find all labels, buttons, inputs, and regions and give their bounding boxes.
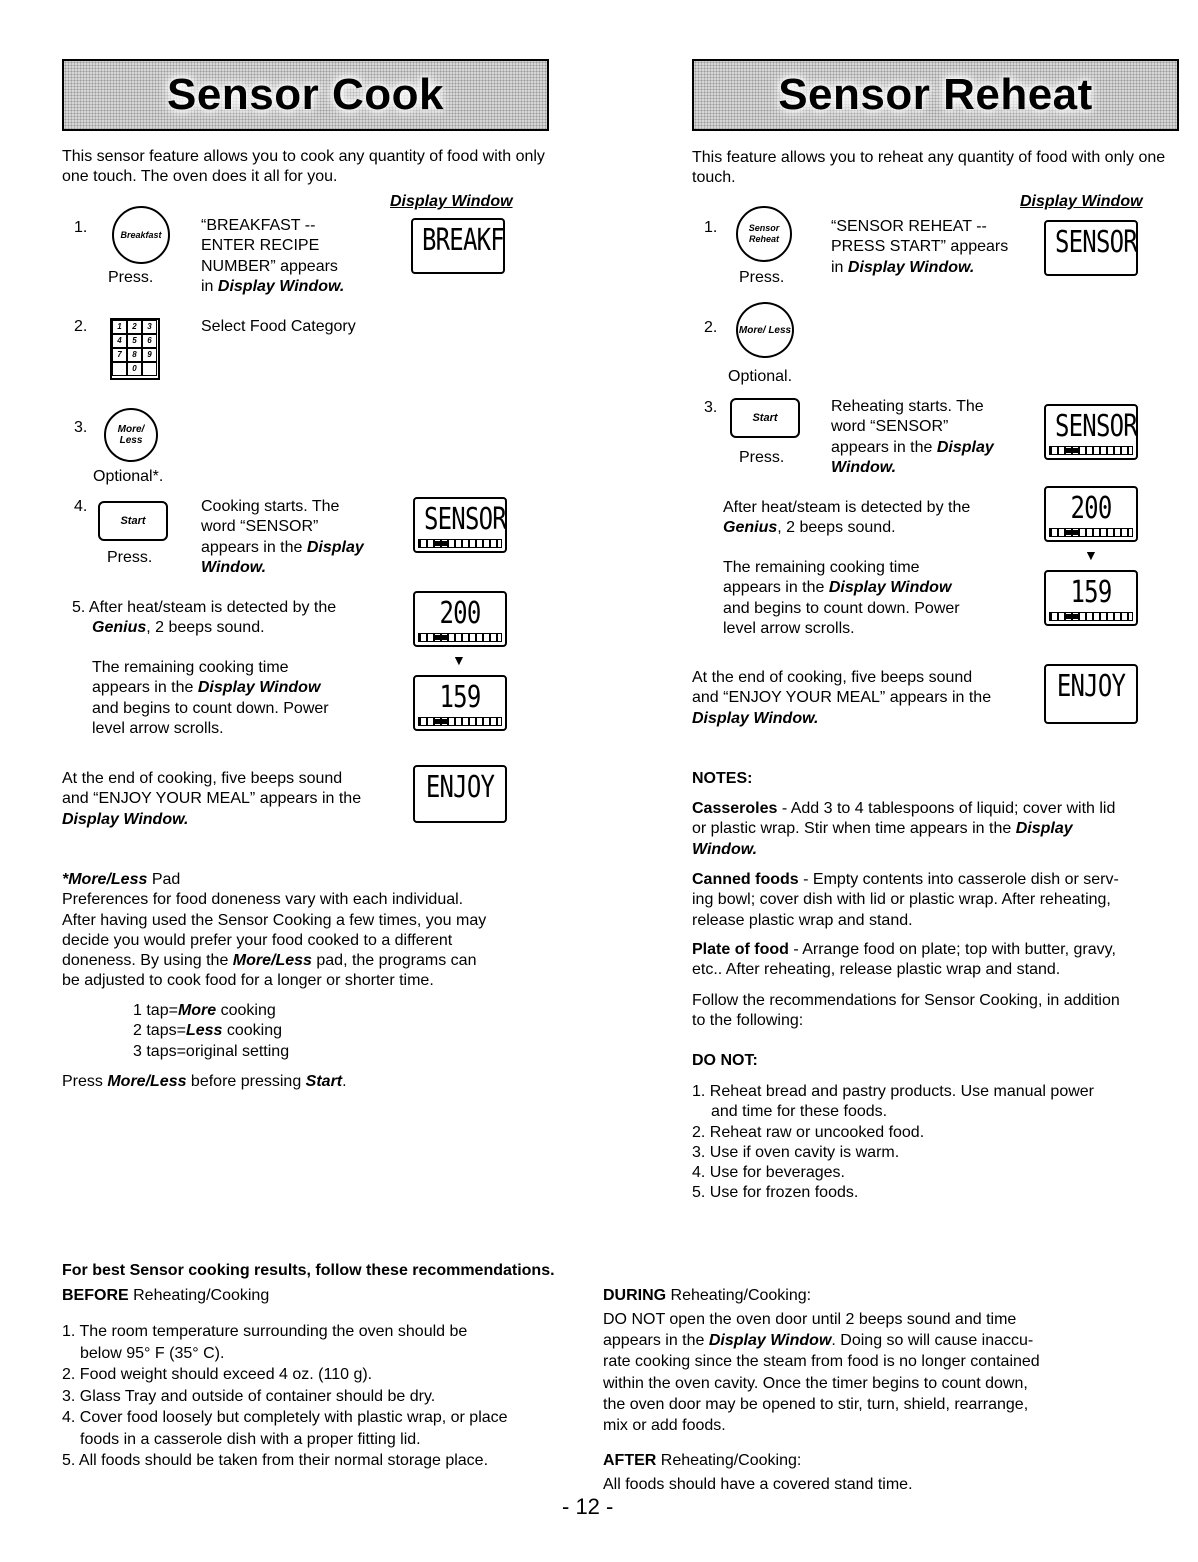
canned-foods-note: Canned foods - Empty contents into casserole dish or serv- ing bowl; cover dish with lid or plastic wrap. After reheating, release plastic wrap and stand. <box>692 871 1119 929</box>
remaining-time-text: The remaining cooking time appears in the Display Window and begins to count down. Power level arrow scrolls. <box>723 559 960 637</box>
press-label: Press. <box>107 549 153 566</box>
step1-text: “BREAKFAST -- ENTER RECIPE NUMBER” appears in Display Window. <box>201 217 345 295</box>
number-keypad: 1 2 3 4 5 6 7 8 9 0 <box>110 318 160 380</box>
during-text: DO NOT open the oven door until 2 beeps sound and time appears in the Display Window. Doing so will cause inaccu- rate cooking since the steam from food is no longer contained within the oven cavity. Once the timer begins to count down, the oven door may be opened to stir, turn, shield, rearrange, mix or add foods. <box>603 1311 1040 1435</box>
display-window-label: Display Window <box>390 193 513 210</box>
display-sensor: SENSOR <box>1044 220 1138 276</box>
step5-text: 5. After heat/steam is detected by the Genius, 2 beeps sound. <box>72 599 337 637</box>
more-less-section: *More/Less Pad Preferences for food doneness vary with each individual. After having used the Sensor Cooking a few times, you may decide you would prefer your food cooked to a different doneness. By using the More/Less pad, the programs can be adjusted to cook food for a longer or shorter time. <box>62 871 487 990</box>
do-not-list: 1. Reheat bread and pastry products. Use manual power and time for these foods. 2. Reheat raw or uncooked food. 3. Use if oven cavity is warm. 4. Use for beverages. 5. Use for frozen foods. <box>692 1083 1095 1202</box>
tap-list: 1 tap=More cooking 2 taps=Less cooking 3 taps=original setting <box>133 1002 290 1060</box>
press-more-less-note: Press More/Less before pressing Start. <box>62 1073 347 1090</box>
sensor-cook-banner <box>62 59 549 131</box>
start-button: Start <box>98 501 168 541</box>
step-number: 2. <box>74 318 88 335</box>
end-text: At the end of cooking, five beeps sound and “ENJOY YOUR MEAL” appears in the Display Window. <box>62 770 362 828</box>
display-200: 200 <box>1044 486 1138 542</box>
after-heading: AFTER Reheating/Cooking: <box>603 1452 802 1469</box>
start-button: Start <box>730 398 800 438</box>
sensor-reheat-intro: This feature allows you to reheat any quantity of food with only one touch. <box>692 149 1166 187</box>
casseroles-note: Casseroles - Add 3 to 4 tablespoons of liquid; cover with lid or plastic wrap. Stir when time appears in the Display Window. <box>692 800 1116 858</box>
down-arrow-icon: ▼ <box>452 652 466 668</box>
follow-note: Follow the recommendations for Sensor Cooking, in addition to the following: <box>692 992 1120 1030</box>
step-number: 3. <box>74 419 88 436</box>
display-enjoy: ENJOY <box>1044 664 1138 724</box>
during-heading: DURING Reheating/Cooking: <box>603 1287 812 1304</box>
after-text: After heat/steam is detected by the Genius, 2 beeps sound. <box>723 499 971 537</box>
step1-text: “SENSOR REHEAT -- PRESS START” appears in Display Window. <box>831 218 1009 276</box>
display-window-label: Display Window <box>1020 193 1143 210</box>
page-number: - 12 - <box>562 1494 614 1519</box>
notes-heading: NOTES: <box>692 770 753 787</box>
before-heading: BEFORE Reheating/Cooking <box>62 1287 270 1304</box>
step4-text: Cooking starts. The word “SENSOR” appears in the Display Window. <box>201 498 364 576</box>
display-200: 200 <box>413 591 507 647</box>
optional-label: Optional. <box>728 368 793 385</box>
sensor-reheat-banner <box>692 59 1179 131</box>
sensor-cook-intro: This sensor feature allows you to cook any quantity of food with only one touch. The oven does it all for you. <box>62 148 545 186</box>
down-arrow-icon: ▼ <box>1084 547 1098 563</box>
after-text: All foods should have a covered stand time. <box>603 1476 913 1493</box>
step-number: 2. <box>704 319 718 336</box>
more-less-button: More/ Less <box>736 302 794 358</box>
step-number: 3. <box>704 399 718 416</box>
plate-of-food-note: Plate of food - Arrange food on plate; top with butter, gravy, etc.. After reheating, release plastic wrap and stand. <box>692 941 1116 979</box>
display-breakfast: BREAKF <box>411 218 505 274</box>
end-text: At the end of cooking, five beeps sound and “ENJOY YOUR MEAL” appears in the Display Window. <box>692 669 992 727</box>
sensor-cook-title: Sensor Cook <box>167 70 444 119</box>
press-label: Press. <box>739 449 785 466</box>
optional-label: Optional*. <box>93 468 164 485</box>
do-not-heading: DO NOT: <box>692 1052 758 1069</box>
display-sensor: SENSOR <box>413 497 507 553</box>
press-label: Press. <box>739 269 785 286</box>
step-number: 1. <box>704 219 718 236</box>
step3-text: Reheating starts. The word “SENSOR” appears in the Display Window. <box>831 398 994 476</box>
breakfast-button: Breakfast <box>112 206 170 264</box>
display-enjoy: ENJOY <box>413 765 507 823</box>
recommendations-heading: For best Sensor cooking results, follow these recommendations. <box>62 1262 555 1279</box>
step-number: 4. <box>74 498 88 515</box>
step2-text: Select Food Category <box>201 318 356 335</box>
more-less-button: More/ Less <box>104 408 158 462</box>
remaining-time-text: The remaining cooking time appears in the Display Window and begins to count down. Power level arrow scrolls. <box>92 659 329 737</box>
sensor-reheat-button: Sensor Reheat <box>736 206 792 262</box>
display-159: 159 <box>413 675 507 731</box>
before-list: 1. The room temperature surrounding the oven should be below 95° F (35° C). 2. Food weight should exceed 4 oz. (110 g). 3. Glass Tray and outside of container should be dry. 4. Cover food loosely but completely with plastic wrap, or place foods in a casserole dish with a proper fitting lid. 5. All foods should be taken from their normal storage place. <box>62 1323 508 1469</box>
press-label: Press. <box>108 269 154 286</box>
display-159: 159 <box>1044 570 1138 626</box>
sensor-reheat-title: Sensor Reheat <box>778 70 1093 119</box>
display-sensor: SENSOR <box>1044 404 1138 460</box>
step-number: 1. <box>74 219 88 236</box>
